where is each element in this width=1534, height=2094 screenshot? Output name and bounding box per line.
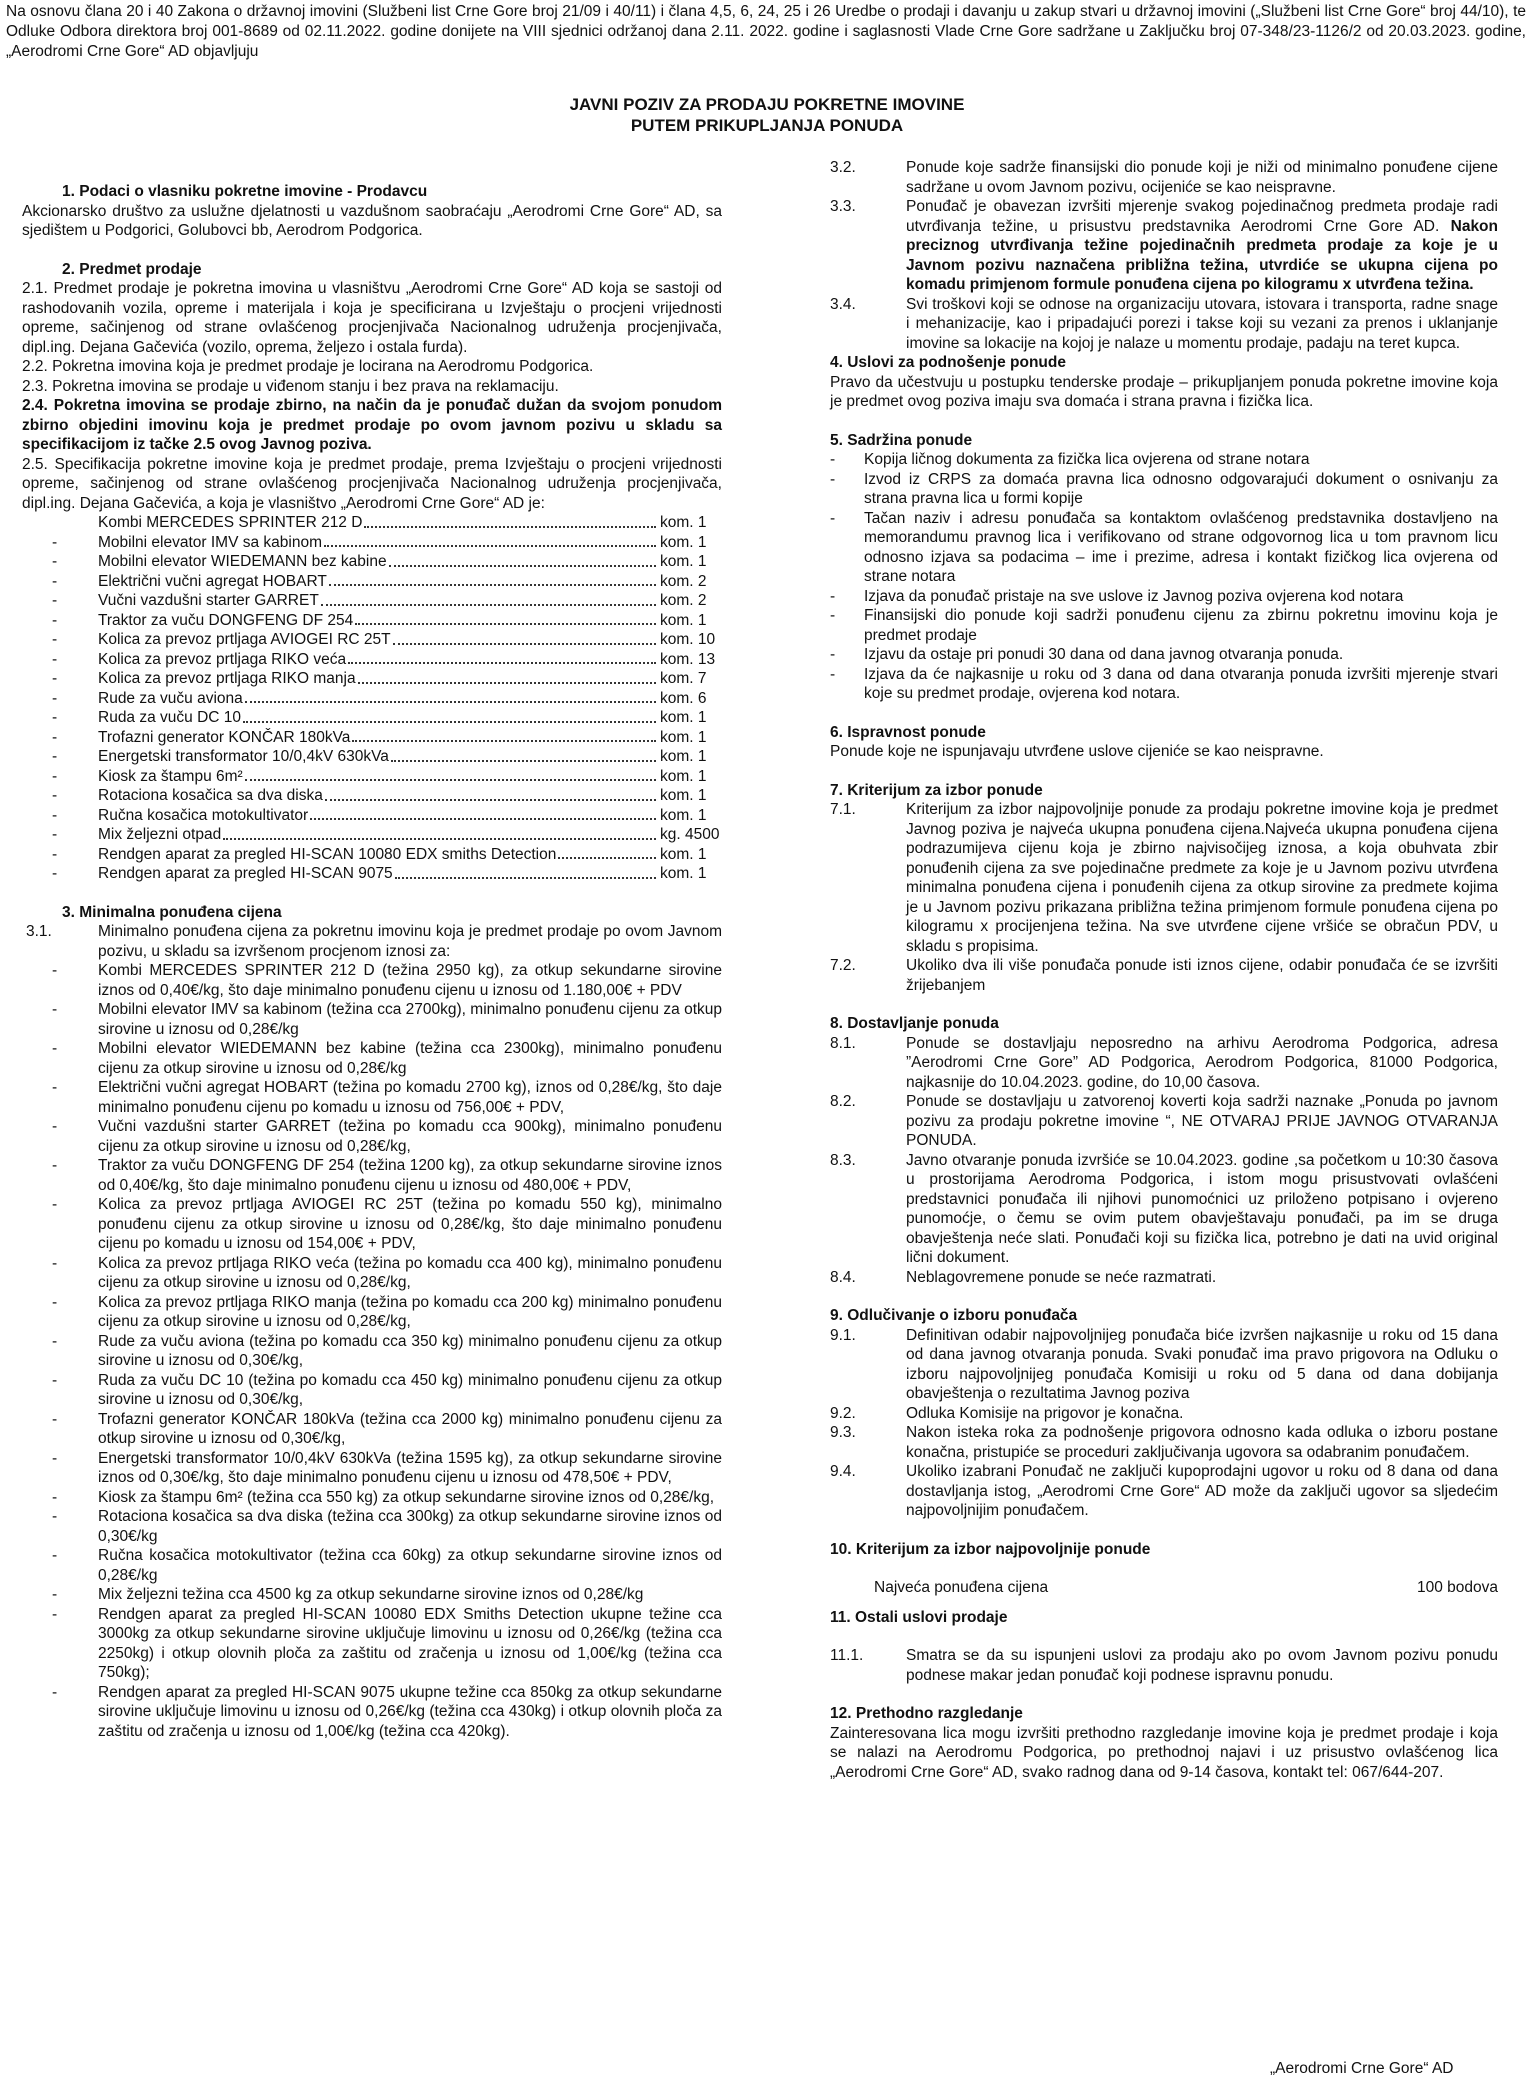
section-4-heading: 4. Uslovi za podnošenje ponude: [830, 354, 1066, 371]
item-number: 8.2.: [830, 1093, 856, 1110]
bullet: -: [52, 1040, 58, 1057]
signature: „Aerodromi Crne Gore“ AD: [1270, 2060, 1454, 2077]
asset-quantity: kom. 1: [660, 865, 707, 882]
section-2-p5: 2.5. Specifikacija pokretne imovine koja je predmet prodaje, prema Izvještaju o procjeni vrijednosti opreme, sačinjenog od strane ovlašćenog procjenjivača Nacionalnog udruženja procjenjivača, dipl.ing. Dejana Gačevića, a koja je vlasništvo „Aerodromi Crne Gore“ AD je:: [22, 455, 722, 512]
intro-paragraph: Na osnovu člana 20 i 40 Zakona o državnoj imovini (Službeni list Crne Gore broj 21/09 i 40/11) i člana 4,5, 6, 24, 25 i 26 Uredbe o prodaji i davanju u zakup stvari u državnoj imovini („Službeni list Crne Gore“ broj 44/10), te Odluke Odbora direktora broj 001-8689 od 02.11.2022. godine donijete na VIII sjednici održanoj dana 2.11. 2022. godine i saglasnosti Vlade Crne Gore sadržane u Zaključku broj 07-348/23-1126/2 od 20.03.2023. godine, „Aerodromi Crne Gore“ AD objavljuju: [6, 3, 1526, 60]
price-text: Rendgen aparat za pregled HI-SCAN 9075 ukupne težine cca 850kg za otkup sekundarne sirovine uključuje limovinu u iznosu od 0,26€/kg (težina cca 430kg) i otkup olovnih ploča za zaštitu od zračenja u iznosu od 1,00€/kg (težina cca 420kg).: [98, 1683, 722, 1740]
section-12-heading: 12. Prethodno razgledanje: [830, 1705, 1023, 1722]
asset-quantity: kom. 1: [660, 533, 707, 551]
offer-content-text: Finansijski dio ponude koji sadrži ponuđenu cijenu za zbirnu pokretnu imovinu koja je predmet prodaje: [864, 607, 1498, 644]
dot-leader: [243, 721, 656, 723]
item-text: Odluka Komisije na prigovor je konačna.: [906, 1404, 1184, 1422]
price-list-item: [22, 1332, 722, 1371]
asset-name: Vučni vazdušni starter GARRET: [98, 592, 319, 609]
numbered-item: [830, 1326, 1498, 1404]
price-text: Kiosk za štampu 6m² (težina cca 550 kg) za otkup sekundarne sirovine iznos od 0,28€/kg,: [98, 1488, 715, 1506]
item-number: 11.1.: [830, 1647, 864, 1664]
asset-name: Kiosk za štampu 6m²: [98, 767, 243, 785]
numbered-item: [830, 1151, 1498, 1268]
dot-leader: [393, 643, 656, 645]
section-10-heading: 10. Kriterijum za izbor najpovoljnije ponude: [830, 1540, 1151, 1558]
price-list-item: [22, 1000, 722, 1039]
document-title-line2: PUTEM PRIKUPLJANJA PONUDA: [630, 116, 904, 135]
asset-name: Ručna kosačica motokultivator: [98, 806, 309, 824]
section-2-heading: 2. Predmet prodaje: [62, 260, 202, 278]
dot-leader: [310, 818, 656, 820]
asset-quantity: kom. 1: [660, 748, 707, 765]
offer-content-item: [830, 645, 1498, 665]
offer-content-item: [830, 470, 1498, 509]
section-7-heading: 7. Kriterijum za izbor ponude: [830, 781, 1043, 799]
bullet: -: [52, 1410, 58, 1428]
asset-list-item: [22, 630, 722, 650]
asset-name: Ruda za vuču DC 10: [98, 709, 242, 726]
bullet: -: [52, 728, 58, 746]
bullet: -: [52, 533, 58, 551]
item-text: Svi troškovi koji se odnose na organizaciju utovara, istovara i transporta, radne snage i mehanizacije, kao i pripadajući porezi i takse koji su vezani za prenos i uklanjanje imovine sa lokacije na kojoj je nalaze u momentu prodaje, padaju na teret kupca.: [906, 295, 1498, 352]
asset-name: Kolica za prevoz prtljaga AVIOGEI RC 25T: [98, 631, 391, 648]
bullet: -: [52, 826, 58, 843]
asset-list-item: [22, 708, 722, 728]
item-number: 3.2.: [830, 159, 856, 176]
bullet: -: [52, 572, 58, 590]
item-text-bold: Nakon preciznog utvrđivanja težine pojedinačnih predmeta prodaje za koje je u Javnom pozivu naznačena približna težina, utvrdiće se ukupna cijena po komadu primjenom formule ponuđena cijena po kilogramu x utvrđena težina.: [906, 217, 1498, 293]
section-6-text: Ponude koje ne ispunjavaju utvrđene uslove cijeniće se kao neispravne.: [830, 743, 1324, 760]
item-text: Smatra se da su ispunjeni uslovi za prodaju ako po ovom Javnom pozivu ponudu podnese makar jedan ponuđač koji podnese ispravnu ponudu.: [906, 1647, 1498, 1684]
bullet: -: [52, 1508, 58, 1525]
asset-list-item: [22, 825, 722, 845]
price-list-item: [22, 1449, 722, 1488]
asset-list-item: [22, 650, 722, 670]
price-list-item: [22, 1195, 722, 1254]
price-list-item: [22, 1039, 722, 1078]
asset-list-item: [22, 806, 722, 826]
section-1-text: Akcionarsko društvo za uslužne djelatnosti u vazdušnom saobraćaju „Aerodromi Crne Gore“ AD, sa sjedištem u Podgorici, Golubovci bb, Aerodrom Podgorica.: [22, 202, 722, 239]
price-text: Rendgen aparat za pregled HI-SCAN 10080 EDX Smiths Detection ukupne težine cca 3000kg za otkup sekundarne sirovine uključuje limovinu u iznosu od 0,26€/kg (težina cca 2250kg) i otkup olovnih ploča za zaštitu od zračenja u iznosu od 1,00€/kg (težina cca 750kg);: [98, 1605, 722, 1681]
offer-content-item: [830, 509, 1498, 587]
offer-content-text: Tačan naziv i adresu ponuđača sa kontaktom ovlašćenog predstavnika dostavljeno na memorandumu pravnog lica i verifikovano od strane odgovornog lica u tom pravnom licu odnosno izjava sa podacima – ime i prezime, adresa i kontakt fizičkog lica ovjerena od strane notara: [864, 509, 1498, 585]
asset-quantity: kom. 1: [660, 514, 707, 531]
price-text: Trofazni generator KONČAR 180kVa (težina cca 2000 kg) minimalno ponuđenu cijenu za otkup sirovine u iznosu od 0,30€/kg,: [98, 1410, 722, 1447]
bullet: -: [52, 767, 58, 785]
section-2-p1: 2.1. Predmet prodaje je pokretna imovina u vlasništvu „Aerodromi Crne Gore“ AD koja se sastoji od rashodovanih vozila, opreme i materijala i koja je specificirana u Izvještaju o procjeni vrijednosti opreme, sačinjenog od strane ovlašćenog procjenjivača Nacionalnog udruženja procjenjivača, dipl.ing. Dejana Gačevića (vozilo, oprema, željezo i ostala furda).: [22, 280, 722, 356]
item-number: 3.3.: [830, 198, 856, 215]
asset-quantity: kom. 1: [660, 728, 707, 746]
item-text: Javno otvaranje ponuda izvršiće se 10.04.2023. godine ,sa početkom u 10:30 časova u prostorijama Aerodroma Podgorica, i istom mogu prisustvovati ovlašćeni predstavnici ponuđača ili njihovi punomoćnici uz priloženo potpisano i ovjereno punomoćje, o čemu se ovim putem obavještavaju ponuđači, pa im se druga obavještenja neće slati. Ponuđači koji su fizička lica, potrebno je dati na uvid original lični dokument.: [906, 1151, 1498, 1266]
dot-leader: [324, 545, 656, 547]
dot-leader: [352, 740, 656, 742]
bullet: -: [52, 1118, 58, 1135]
price-list-item: [22, 961, 722, 1000]
price-list: [22, 961, 722, 1741]
dot-leader: [245, 779, 656, 781]
asset-name: Rotaciona kosačica sa dva diska: [98, 787, 323, 804]
offer-content-item: [830, 665, 1498, 704]
bullet: -: [830, 509, 836, 527]
item-number: 7.1.: [830, 801, 856, 818]
asset-list-item: [22, 513, 722, 533]
item-text: Definitivan odabir najpovoljnijeg ponuđača biće izvršen najkasnije u roku od 15 dana od dana javnog otvaranja ponuda. Svaki ponuđač ima pravo prigovora na Odluku o izboru najpovoljnijeg ponuđača Komisiji u roku od 5 dana od dana dobijanja obavještenja o rezultatima Javnog poziva: [906, 1326, 1498, 1402]
price-text: Ručna kosačica motokultivator (težina cca 60kg) za otkup sekundarne sirovine iznos od 0,28€/kg: [98, 1547, 722, 1584]
price-list-item: [22, 1156, 722, 1195]
item-number: 8.3.: [830, 1151, 856, 1169]
asset-list-item: [22, 533, 722, 553]
price-text: Kolica za prevoz prtljaga RIKO veća (težina po komadu cca 400 kg), minimalno ponuđenu cijenu za otkup sirovine u iznosu od 0,28€/kg,: [98, 1254, 722, 1291]
item-text: Nakon isteka roka za podnošenje prigovora odnosno kada odluka o izboru postane konačna, pristupiće se proceduri zaključivanja ugovora sa odabranim ponuđačem.: [906, 1424, 1498, 1461]
item-text: Ponude se dostavljaju u zatvorenoj koverti koja sadrži naznake „Ponuda po javnom pozivu za prodaju pokretne imovine “, NE OTVARAJ PRIJE JAVNOG OTVARANJA PONUDA.: [906, 1093, 1498, 1149]
asset-quantity: kom. 1: [660, 806, 707, 824]
asset-quantity: kg. 4500: [660, 826, 720, 843]
price-list-item: [22, 1546, 722, 1585]
price-list-item: [22, 1410, 722, 1449]
item-number: 9.1.: [830, 1326, 856, 1344]
bullet: -: [830, 451, 836, 468]
price-text: Kombi MERCEDES SPRINTER 212 D (težina 2950 kg), za otkup sekundarne sirovine iznos od 0,40€/kg, što daje minimalno ponuđenu cijenu u iznosu od 1.180,00€ + PDV: [98, 962, 722, 999]
bullet: -: [52, 845, 58, 863]
section-6-heading: 6. Ispravnost ponude: [830, 723, 986, 741]
dot-leader: [395, 877, 656, 879]
dot-leader: [389, 565, 656, 567]
bullet: -: [52, 1079, 58, 1096]
asset-name: Kolica za prevoz prtljaga RIKO veća: [98, 650, 347, 668]
asset-quantity: kom. 1: [660, 787, 707, 804]
asset-quantity: kom. 2: [660, 592, 707, 609]
price-text: Kolica za prevoz prtljaga RIKO manja (težina po komadu cca 200 kg) minimalno ponuđenu cijenu za otkup sirovine u iznosu od 0,28€/kg,: [98, 1293, 722, 1330]
price-text: Energetski transformator 10/0,4kV 630kVa (težina 1595 kg), za otkup sekundarne sirovine iznos od 0,30€/kg, što daje minimalno ponuđenu cijenu u iznosu od 478,50€ + PDV,: [98, 1449, 722, 1486]
price-list-item: [22, 1683, 722, 1742]
item-text: Kriterijum za izbor najpovoljnije ponude za prodaju pokretne imovine koja je predmet Javnog poziva je najveća ukupna ponuđena cijena.Najveća ukupna ponuđena cijena podrazumijeva cijenu koja je zbirno najvisočijeg iznosa, a koja obuhvata zbir ponuđenih cijena za sve pojedinačne predmete za koje je u Javnom pozivu utvrđena minimalna ponuđena cijena i ponuđenih cijena za otkup sirovine za predmete kojima je u Javnom pozivu prikazana približna težina primjenom formule ponuđena cijena po kilogramu x procijenjena težina. Na sve utvrđene cijene vršiće se obračun PDV, u skladu s propisima.: [906, 801, 1498, 955]
bullet: -: [52, 1332, 58, 1350]
asset-list-item: [22, 845, 722, 865]
asset-list-item: [22, 669, 722, 689]
bullet: -: [52, 1157, 58, 1174]
dot-leader: [391, 760, 656, 762]
offer-content-item: [830, 450, 1498, 470]
price-list-item: [22, 1488, 722, 1508]
bullet: -: [52, 1683, 58, 1701]
item-number: 8.4.: [830, 1268, 856, 1286]
asset-list-item: [22, 611, 722, 631]
dot-leader: [558, 857, 656, 859]
dot-leader: [325, 799, 656, 801]
bullet: -: [52, 1488, 58, 1506]
asset-quantity: kom. 1: [660, 767, 707, 785]
asset-quantity: kom. 1: [660, 553, 707, 570]
bullet: -: [830, 587, 836, 605]
offer-content-item: [830, 606, 1498, 645]
numbered-item: [830, 1092, 1498, 1151]
asset-list-item: [22, 767, 722, 787]
bullet: -: [52, 1196, 58, 1213]
item-text: Ukoliko izabrani Ponuđač ne zaključi kupoprodajni ugovor u roku od 8 dana od dana dostavljanja istog, „Aerodromi Crne Gore“ AD može da zaključi ugovor sa sljedećim najpovoljnijim ponuđačem.: [906, 1463, 1498, 1519]
price-list-item: [22, 1507, 722, 1546]
asset-quantity: kom. 6: [660, 689, 707, 707]
numbered-item: [830, 1404, 1498, 1424]
asset-name: Rude za vuču aviona: [98, 689, 243, 707]
item-text: Neblagovremene ponude se neće razmatrati.: [906, 1268, 1217, 1286]
asset-quantity: kom. 1: [660, 845, 707, 863]
dot-leader: [245, 701, 656, 703]
asset-name: Mobilni elevator IMV sa kabinom: [98, 533, 322, 551]
item-text: Ponude koje sadrže finansijski dio ponude koji je niži od minimalno ponuđene cijene sadržane u ovom Javnom pozivu, ocijeniće se kao neispravne.: [906, 159, 1498, 196]
bullet: -: [52, 611, 58, 629]
document-title-line1: JAVNI POZIV ZA PRODAJU POKRETNE IMOVINE: [569, 95, 965, 114]
asset-name: Trofazni generator KONČAR 180kVa: [98, 728, 351, 746]
bullet: -: [52, 748, 58, 765]
bullet: -: [52, 806, 58, 824]
dot-leader: [358, 682, 656, 684]
numbered-item: [830, 1268, 1498, 1288]
item-text: Ukoliko dva ili više ponuđača ponude isti iznos cijene, odabir ponuđača će se izvršiti žrijebanjem: [906, 957, 1498, 994]
price-text: Kolica za prevoz prtljaga AVIOGEI RC 25T (težina po komadu 550 kg), minimalno ponuđenu cijenu za otkup sirovine u iznosu od 0,28€/kg, što daje minimalno ponuđenu cijenu po komadu u iznosu od 154,00€ + PDV,: [98, 1196, 722, 1252]
dot-leader: [223, 838, 656, 840]
numbered-item: [830, 1423, 1498, 1462]
numbered-item: [830, 1462, 1498, 1521]
asset-list-item: [22, 552, 722, 572]
asset-name: Mix željezni otpad: [98, 826, 222, 843]
asset-name: Kolica za prevoz prtljaga RIKO manja: [98, 670, 356, 687]
asset-list-item: [22, 786, 722, 806]
section-7-2: [830, 956, 1498, 995]
asset-quantity: kom. 13: [660, 650, 716, 668]
item-text: Ponude se dostavljaju neposredno na arhivu Aerodroma Podgorica, adresa ”Aerodromi Crne Gore” AD Podgorica, Aerodrom Podgorica, 81000 Podgorica, najkasnije do 10.04.2023. godine, do 10,00 časova.: [906, 1034, 1498, 1091]
section-11-heading: 11. Ostali uslovi prodaje: [830, 1608, 1008, 1626]
asset-name: Traktor za vuču DONGFENG DF 254: [98, 611, 354, 629]
dot-leader: [321, 604, 656, 606]
offer-contents-list: [830, 450, 1498, 704]
offer-content-item: [830, 587, 1498, 607]
offer-content-text: Izjava da ponuđač pristaje na sve uslove iz Javnog poziva ovjerena kod notara: [864, 587, 1404, 605]
section-2-p2: 2.2. Pokretna imovina koja je predmet prodaje je locirana na Aerodromu Podgorica.: [22, 358, 594, 375]
offer-content-text: Izvod iz CRPS za domaća pravna lica odnosno odgovarajući dokument o osnivanju za strana pravna lica u formi kopije: [864, 470, 1498, 507]
bullet: -: [52, 1001, 58, 1018]
section-3-heading: 3. Minimalna ponuđena cijena: [62, 903, 282, 921]
section-2-p4: 2.4. Pokretna imovina se prodaje zbirno, na način da je ponuđač dužan da svojom ponudom zbirno objedini imovinu koja je predmet prodaje po ovom javnom pozivu u skladu sa specifikacijom iz tačke 2.5 ovog Javnog poziva.: [22, 397, 722, 453]
asset-quantity: kom. 1: [660, 611, 707, 629]
asset-list-item: [22, 689, 722, 709]
price-text: Rude za vuču aviona (težina po komadu cca 350 kg) minimalno ponuđenu cijenu za otkup sirovine u iznosu od 0,30€/kg,: [98, 1332, 722, 1369]
item-number: 7.2.: [830, 957, 856, 974]
bullet: -: [830, 470, 836, 488]
price-list-item: [22, 1371, 722, 1410]
dot-leader: [355, 623, 656, 625]
bullet: -: [52, 1254, 58, 1272]
bullet: -: [52, 1293, 58, 1311]
item-text: Ponuđač je obavezan izvršiti mjerenje svakog pojedinačnog predmeta prodaje radi utvrđivanja težine, u prisustvu predstavnika Aerodromi Crne Gore AD.: [906, 198, 1498, 235]
price-text: Ruda za vuču DC 10 (težina po komadu cca 450 kg) minimalno ponuđenu cijenu za otkup sirovine u iznosu od 0,30€/kg,: [98, 1371, 722, 1408]
item-number: 3.4.: [830, 295, 856, 313]
bullet: -: [52, 1605, 58, 1623]
bullet: -: [52, 787, 58, 804]
bullet: -: [52, 689, 58, 707]
bullet: -: [52, 631, 58, 648]
bullet: -: [52, 865, 58, 882]
bullet: -: [52, 650, 58, 668]
right-column: [830, 158, 1498, 1782]
asset-list-item: [22, 591, 722, 611]
asset-name: Rendgen aparat za pregled HI-SCAN 9075: [98, 865, 393, 882]
item-number: 9.2.: [830, 1404, 856, 1422]
section-7-1: [830, 800, 1498, 956]
price-text: Električni vučni agregat HOBART (težina po komadu 2700 kg), iznos od 0,28€/kg, što daje minimalno ponuđenu cijenu po komadu u iznosu od 756,00€ + PDV,: [98, 1079, 722, 1116]
price-list-item: [22, 1254, 722, 1293]
bullet: -: [52, 962, 58, 979]
asset-list-item: [22, 572, 722, 592]
price-text: Mobilni elevator IMV sa kabinom (težina cca 2700kg), minimalno ponuđenu cijenu za otkup sirovine u iznosu od 0,28€/kg: [98, 1001, 722, 1038]
price-list-item: [22, 1585, 722, 1605]
price-list-item: [22, 1117, 722, 1156]
section-2-p3: 2.3. Pokretna imovina se prodaje u viđenom stanju i bez prava na reklamaciju.: [22, 377, 559, 395]
price-list-item: [22, 1605, 722, 1683]
bullet: -: [52, 670, 58, 687]
price-list-item: [22, 1078, 722, 1117]
left-column: [22, 158, 722, 1741]
asset-quantity: kom. 10: [660, 631, 716, 648]
bullet: -: [52, 709, 58, 726]
bullet: -: [830, 607, 836, 624]
dot-leader: [329, 584, 656, 586]
price-list-item: [22, 1293, 722, 1332]
section-3-3: [830, 197, 1498, 295]
asset-name: Energetski transformator 10/0,4kV 630kVa: [98, 748, 389, 765]
price-text: Vučni vazdušni starter GARRET (težina po komadu cca 900kg), minimalno ponuđenu cijenu za otkup sirovine u iznosu od 0,28€/kg,: [98, 1118, 722, 1155]
offer-content-text: Kopija ličnog dokumenta za fizička lica ovjerena od strane notara: [864, 451, 1310, 468]
item-number: 8.1.: [830, 1034, 856, 1052]
asset-quantity: kom. 7: [660, 670, 707, 687]
asset-list-item: [22, 728, 722, 748]
price-text: Rotaciona kosačica sa dva diska (težina cca 300kg) za otkup sekundarne sirovine iznos od 0,30€/kg: [98, 1508, 722, 1545]
price-text: Mobilni elevator WIEDEMANN bez kabine (težina cca 2300kg), minimalno ponuđenu cijenu za otkup sirovine u iznosu od 0,28€/kg: [98, 1040, 722, 1077]
dot-leader: [348, 662, 656, 664]
section-11-1: [830, 1646, 1498, 1685]
offer-content-text: Izjava da će najkasnije u roku od 3 dana od dana otvaranja ponuda izvršiti mjerenje stvari koje su predmet prodaje, ovjerena kod notara.: [864, 665, 1498, 702]
section-1-heading: 1. Podaci o vlasniku pokretne imovine - Prodavcu: [62, 183, 428, 200]
dot-leader: [364, 526, 656, 528]
section-3-4: [830, 295, 1498, 354]
decision-list: [830, 1326, 1498, 1521]
item-text: Minimalno ponuđena cijena za pokretnu imovinu koja je predmet prodaje po ovom Javnom pozivu, u skladu sa izvršenom procjenom iznosi za:: [98, 923, 722, 960]
asset-name: Mobilni elevator WIEDEMANN bez kabine: [98, 553, 387, 570]
bullet: -: [52, 1449, 58, 1467]
section-3-2: [830, 158, 1498, 197]
section-12-text: Zainteresovana lica mogu izvršiti prethodno razgledanje imovine koja je predmet prodaje i koja se nalazi na Aerodromu Podgorica, po prethodnoj najavi i uz prisustvo ovlašćenog lica „Aerodromi Crne Gore“ AD, svako radnog dana od 9-14 časova, kontakt tel: 067/644-207.: [830, 1724, 1498, 1781]
section-8-heading: 8. Dostavljanje ponuda: [830, 1015, 999, 1032]
numbered-item: [830, 1034, 1498, 1093]
bullet: -: [52, 553, 58, 570]
asset-list-item: [22, 747, 722, 767]
asset-name: Rendgen aparat za pregled HI-SCAN 10080 EDX smiths Detection: [98, 845, 557, 863]
bullet: -: [52, 1547, 58, 1564]
bullet: -: [830, 665, 836, 683]
section-4-text: Pravo da učestvuju u postupku tenderske prodaje – prikupljanjem ponuda pokretne imovine koja je predmet ovog poziva imaju sva domaća i strana pravna i fizička lica.: [830, 373, 1498, 410]
criteria-row: [830, 1578, 1498, 1598]
delivery-list: [830, 1034, 1498, 1288]
asset-quantity: kom. 1: [660, 709, 707, 726]
criteria-label: Najveća ponuđena cijena: [874, 1579, 1049, 1596]
price-text: Mix željezni težina cca 4500 kg za otkup sekundarne sirovine iznos od 0,28€/kg: [98, 1586, 644, 1603]
section-9-heading: 9. Odlučivanje o izboru ponuđača: [830, 1307, 1078, 1324]
section-3-1: [22, 922, 722, 961]
asset-list-item: [22, 864, 722, 884]
asset-name: Električni vučni agregat HOBART: [98, 572, 327, 590]
item-number: 9.4.: [830, 1463, 856, 1480]
bullet: -: [830, 646, 836, 663]
bullet: -: [52, 1371, 58, 1389]
criteria-value: 100 bodova: [1416, 1579, 1498, 1596]
item-number: 9.3.: [830, 1424, 856, 1441]
bullet: -: [52, 1586, 58, 1603]
asset-name: Kombi MERCEDES SPRINTER 212 D: [98, 514, 363, 531]
section-5-heading: 5. Sadržina ponude: [830, 431, 973, 449]
item-number: 3.1.: [26, 923, 52, 940]
price-text: Traktor za vuču DONGFENG DF 254 (težina 1200 kg), za otkup sekundarne sirovine iznos od 0,40€/kg, što daje minimalno ponuđenu cijenu u iznosu od 480,00€ + PDV,: [98, 1157, 722, 1194]
asset-list: [22, 513, 722, 884]
offer-content-text: Izjavu da ostaje pri ponudi 30 dana od dana javnog otvaranja ponuda.: [864, 646, 1344, 663]
bullet: -: [52, 592, 58, 609]
asset-quantity: kom. 2: [660, 572, 707, 590]
